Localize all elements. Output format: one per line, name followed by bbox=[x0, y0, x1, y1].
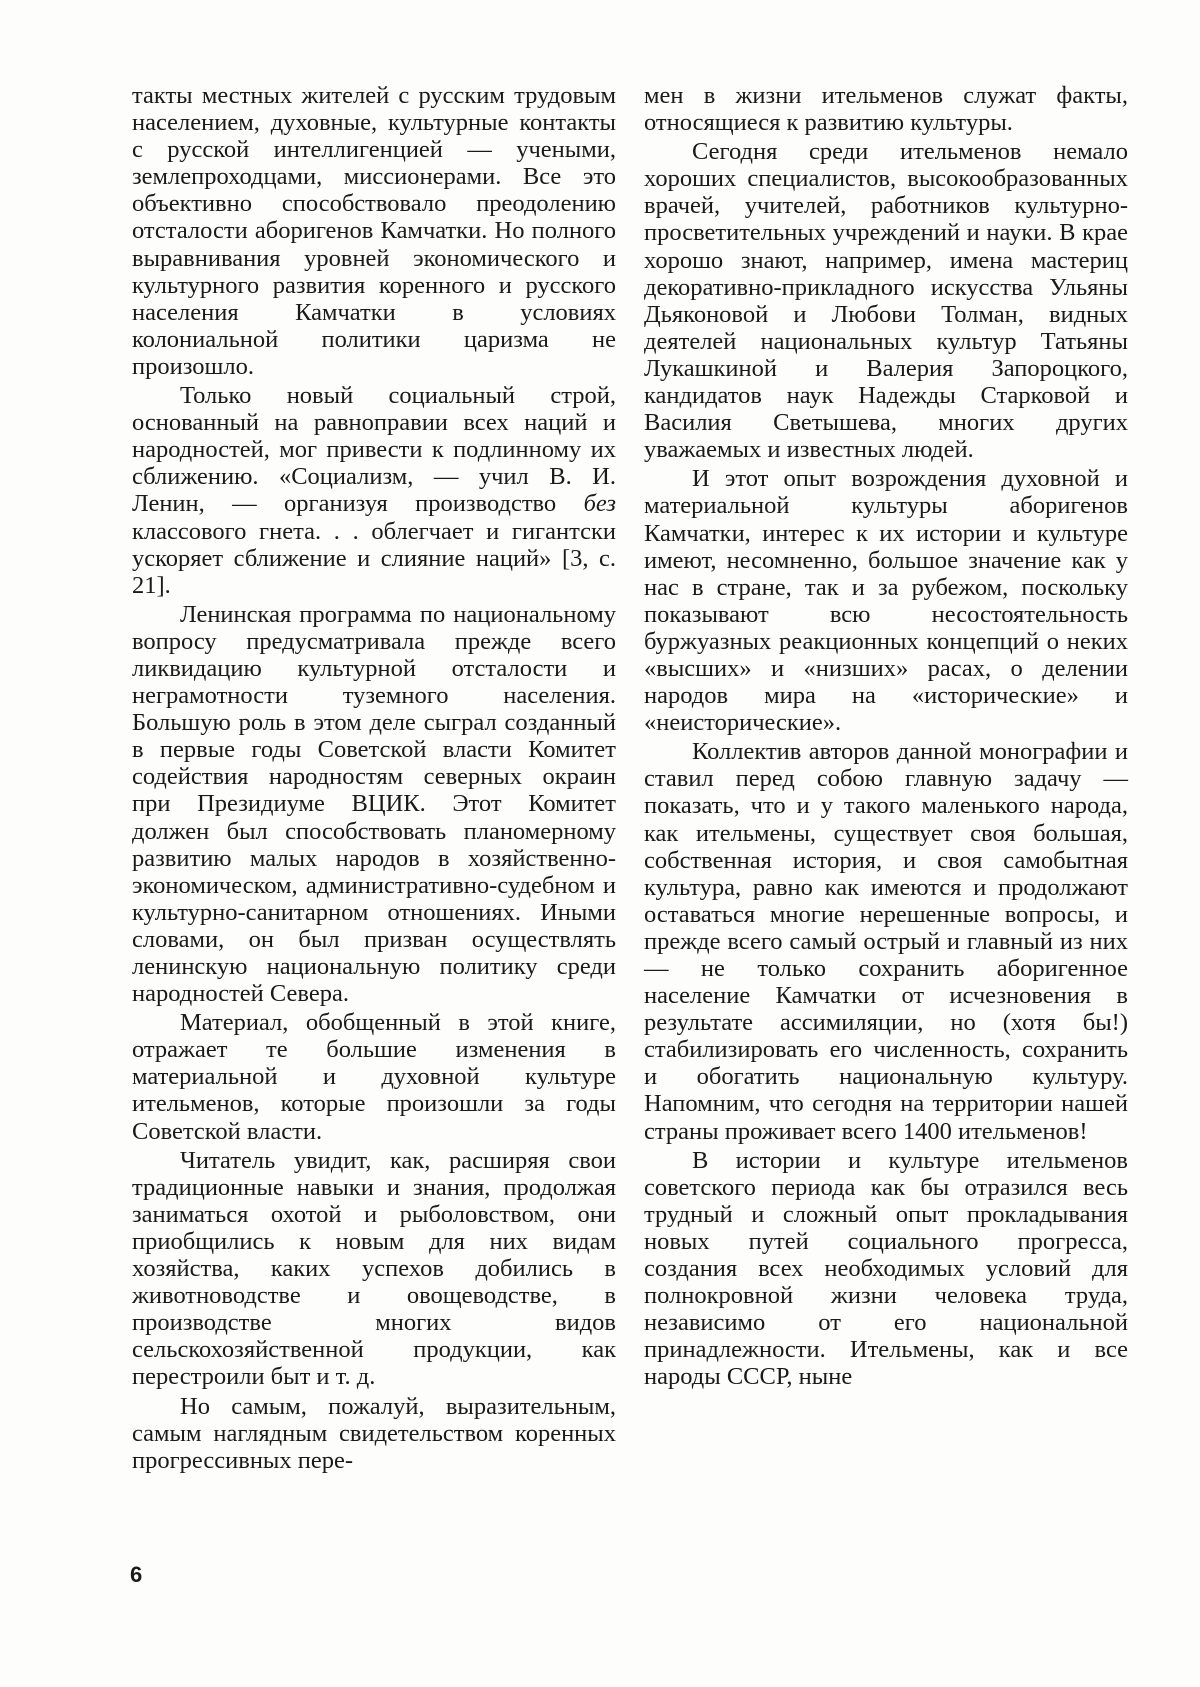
paragraph: мен в жизни ительменов служат факты, относящиеся к развитию культуры. bbox=[644, 82, 1128, 136]
paragraph: Коллектив авторов данной монографии и ставил перед собою главную задачу — показать, что и у такого маленького народа, как ительмены, существует своя большая, собственная история, и своя самобытная культура, равно как имеются и продолжают оставаться многие нерешенные вопросы, и прежде всего самый острый и главный из них — не только сохранить аборигенное население Камчатки от исчезновения в результате ассимиляции, но (хотя бы!) стабилизировать его численность, сохранить и обогатить национальную культуру. Напомним, что сегодня на территории нашей страны проживает всего 1400 ительменов! bbox=[644, 738, 1128, 1144]
right-text-column bbox=[644, 82, 1128, 1393]
paragraph: такты местных жителей с русским трудовым населением, духовные, культурные контакты с русской интеллигенцией — учеными, землепроходцами, миссионерами. Все это объективно способствовало преодолению отсталости аборигенов Камчатки. Но полного выравнивания уровней экономического и культурного развития коренного и русского населения Камчатки в условиях колониальной политики царизма не произошло. bbox=[132, 82, 616, 380]
emphasis-text: без bbox=[584, 490, 616, 517]
left-text-column bbox=[132, 82, 616, 1476]
paragraph: Ленинская программа по национальному вопросу предусматривала прежде всего ликвидацию культурной отсталости и неграмотности туземного населения. Большую роль в этом деле сыграл созданный в первые годы Советской власти Комитет содействия народностям северных окраин при Президиуме ВЦИК. Этот Комитет должен был способствовать планомерному развитию малых народов в хозяйственно-экономическом, административно-судебном и культурно-санитарном отношениях. Иными словами, он был призван осуществлять ленинскую национальную политику среди народностей Севера. bbox=[132, 601, 616, 1007]
page-number: 6 bbox=[130, 1562, 142, 1588]
paragraph: Читатель увидит, как, расширяя свои традиционные навыки и знания, продолжая заниматься охотой и рыболовством, они приобщились к новым для них видам хозяйства, каких успехов добились в животноводстве и овощеводстве, в производстве многих видов сельскохозяйственной продукции, как перестроили быт и т. д. bbox=[132, 1147, 616, 1391]
book-page bbox=[0, 0, 1200, 1687]
paragraph: И этот опыт возрождения духовной и материальной культуры аборигенов Камчатки, интерес к их истории и культуре имеют, несомненно, большое значение как у нас в стране, так и за рубежом, поскольку показывают всю несостоятельность буржуазных реакционных концепций о неких «высших» и «низших» расах, о делении народов мира на «исторические» и «неисторические». bbox=[644, 465, 1128, 736]
paragraph-text: классового гнета. . . облегчает и гигантски ускоряет сближение и слияние наций» [3, с. 21]. bbox=[132, 518, 616, 599]
paragraph: Сегодня среди ительменов немало хороших специалистов, высокообразованных врачей, учителей, работников культурно-просветительных учреждений и науки. В крае хорошо знают, например, имена мастериц декоративно-прикладного искусства Ульяны Дьяконовой и Любови Толман, видных деятелей национальных культур Татьяны Лукашкиной и Валерия Запороцкого, кандидатов наук Надежды Старковой и Василия Светышева, многих других уважаемых и известных людей. bbox=[644, 138, 1128, 463]
paragraph: Материал, обобщенный в этой книге, отражает те большие изменения в материальной и духовной культуре ительменов, которые произошли за годы Советской власти. bbox=[132, 1009, 616, 1144]
paragraph-text: Только новый социальный строй, основанный на равноправии всех наций и народностей, мог привести к подлинному их сближению. «Социализм, — учил В. И. Ленин, — организуя производство bbox=[132, 382, 616, 517]
paragraph bbox=[132, 382, 616, 599]
paragraph: В истории и культуре ительменов советского периода как бы отразился весь трудный и сложный опыт прокладывания новых путей социального прогресса, создания всех необходимых условий для полнокровной жизни человека труда, независимо от его национальной принадлежности. Ительмены, как и все народы СССР, ныне bbox=[644, 1147, 1128, 1391]
paragraph: Но самым, пожалуй, выразительным, самым наглядным свидетельством коренных прогрессивных пере- bbox=[132, 1393, 616, 1474]
